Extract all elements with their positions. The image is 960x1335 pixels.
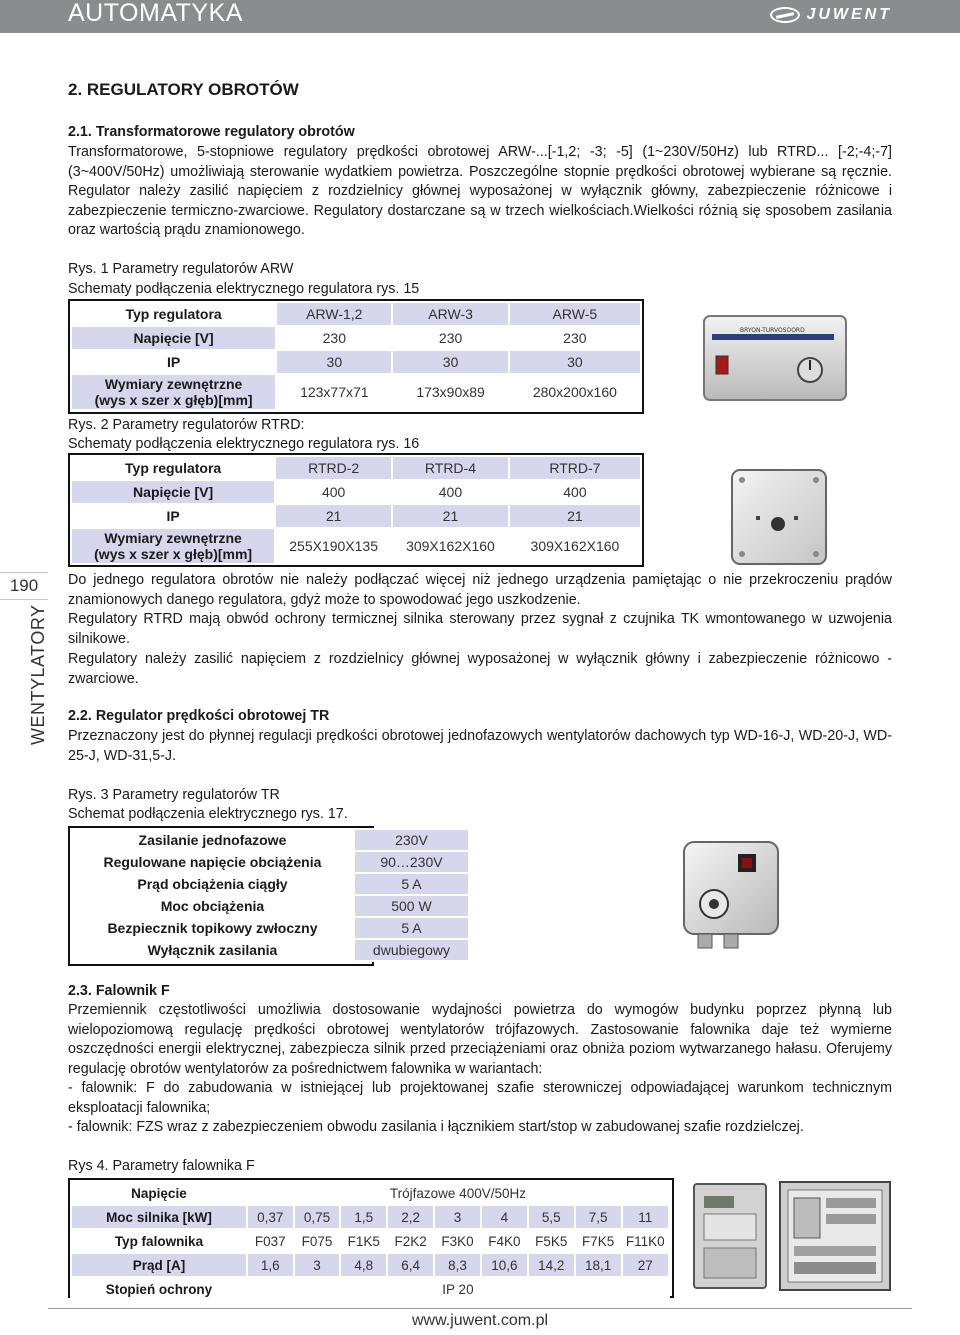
table-cell: 21 xyxy=(275,504,392,528)
fig2-table xyxy=(70,455,642,565)
tr-regulator-photo xyxy=(676,838,786,956)
page-header xyxy=(0,0,960,33)
table-cell: Napięcie [V] xyxy=(71,326,276,350)
table-row xyxy=(71,1277,669,1301)
table-cell: dwubiegowy xyxy=(354,939,469,961)
table-cell: 230V xyxy=(354,829,469,851)
note-2: Regulatory RTRD mają obwód ochrony termicznej silnika sterowany przez sygnał z czujnika TK wmontowanego w uzwojenia silnikowe. xyxy=(68,611,892,647)
table-cell: Wyłącznik zasilania xyxy=(71,939,354,961)
table-cell: 230 xyxy=(509,326,641,350)
fig4-caption: Rys 4. Parametry falownika F xyxy=(68,1158,255,1174)
fig3-subcaption: Schemat podłączenia elektrycznego rys. 17. xyxy=(68,806,348,822)
table-row xyxy=(71,374,641,410)
page-number: 190 xyxy=(0,572,48,600)
table-cell: Prąd [A] xyxy=(71,1253,247,1277)
table-cell: Typ regulatora xyxy=(71,456,275,480)
table-cell: 21 xyxy=(392,504,509,528)
table-cell: F5K5 xyxy=(528,1229,575,1253)
brand-mark-icon xyxy=(770,7,800,23)
table-cell: 5 A xyxy=(354,917,469,939)
table-cell: RTRD-4 xyxy=(392,456,509,480)
brand-logo xyxy=(770,5,892,25)
table-cell: 30 xyxy=(509,350,641,374)
table-cell: F7K5 xyxy=(575,1229,622,1253)
table-row xyxy=(71,851,469,873)
sub2-heading: 2.2. Regulator prędkości obrotowej TR xyxy=(68,708,330,724)
sub3-paragraph: Przemiennik częstotliwości umożliwia dostosowanie wydajności powietrza do wymogów budynku poprzez płynną lub wielopoziomową regulację prędkości obrotowej wentylatorów trójfazowych. Zastosowanie falownika daje też wymierne oszczędności energii elektrycznej, zabezpiecza silnik przed przeciążeniami oraz obniża poziom wytwarzanego hałasu. Oferujemy regulację obrotów wentylatorów za pośrednictwem falownika w wariantach: xyxy=(68,1002,892,1077)
table-cell: 1,6 xyxy=(247,1253,294,1277)
table-row xyxy=(71,350,641,374)
arw-regulator-photo xyxy=(700,312,850,404)
table-cell: Moc silnika [kW] xyxy=(71,1205,247,1229)
table-cell: 6,4 xyxy=(387,1253,434,1277)
table-row xyxy=(71,917,469,939)
sub1-paragraph: Transformatorowe, 5-stopniowe regulatory prędkości obrotowej ARW-...[-1,2; -3; -5] (1~230V/50Hz) lub RTRD... [-2;-4;-7] (3~400V/50Hz) umożliwiają sterowanie wydatkiem powietrza. Poszczególne stopnie prędkości obrotowej wybierane są ręcznie. Regulator należy zasilić napięciem z rozdzielnicy głównej wyposażonej w wyłącznik główny, zabezpieczenie różnicowe i zabezpieczenie termiczno-zwarciowe. Regulatory dostarczane są w trzech wielkościach.Wielkości różnią się sposobem zasilania oraz wartością prądu znamionowego. xyxy=(68,144,892,238)
table-cell: 4,8 xyxy=(340,1253,387,1277)
table-cell: 230 xyxy=(392,326,508,350)
table-cell: 400 xyxy=(275,480,392,504)
table-row xyxy=(71,895,469,917)
table-cell: 500 W xyxy=(354,895,469,917)
table-cell: F11K0 xyxy=(622,1229,669,1253)
table-cell: 173x90x89 xyxy=(392,374,508,410)
table-cell: ARW-5 xyxy=(509,302,641,326)
table-cell: IP 20 xyxy=(247,1277,669,1301)
table-row xyxy=(71,829,469,851)
fig2-caption: Rys. 2 Parametry regulatorów RTRD: xyxy=(68,417,305,433)
inverter-photo xyxy=(690,1180,770,1292)
dimensions-label-units: (wys x szer x głęb)[mm] xyxy=(94,546,253,562)
sub3-heading: 2.3. Falownik F xyxy=(68,983,170,999)
control-cabinet-photo xyxy=(778,1180,892,1292)
table-cell: Typ regulatora xyxy=(71,302,276,326)
table-cell: 7,5 xyxy=(575,1205,622,1229)
table-cell: RTRD-2 xyxy=(275,456,392,480)
table-cell: 123x77x71 xyxy=(276,374,392,410)
fig2-subcaption: Schematy podłączenia elektrycznego regulatora rys. 16 xyxy=(68,436,420,452)
table-row xyxy=(71,504,641,528)
table-cell: 1,5 xyxy=(340,1205,387,1229)
table-cell: F2K2 xyxy=(387,1229,434,1253)
table-row xyxy=(71,456,641,480)
fig1-table xyxy=(70,301,642,411)
table-cell: 30 xyxy=(276,350,392,374)
table-row xyxy=(71,939,469,961)
table-cell: 90…230V xyxy=(354,851,469,873)
table-row xyxy=(71,1229,669,1253)
table-cell: 21 xyxy=(509,504,641,528)
section-heading: 2. REGULATORY OBROTÓW xyxy=(68,80,299,99)
table-cell: 18,1 xyxy=(575,1253,622,1277)
table-row xyxy=(71,302,641,326)
fig1-subcaption: Schematy podłączenia elektrycznego regulatora rys. 15 xyxy=(68,281,420,297)
table-cell: 14,2 xyxy=(528,1253,575,1277)
table-row xyxy=(71,1253,669,1277)
table-cell: 280x200x160 xyxy=(509,374,641,410)
table-row xyxy=(71,326,641,350)
note-3: Regulatory należy zasilić napięciem z rozdzielnicy głównej wyposażonej w wyłącznik główny i zabezpieczenie różnicowo - zwarciowe. xyxy=(68,651,892,687)
footer-divider xyxy=(48,1308,912,1309)
table-cell: 3 xyxy=(434,1205,481,1229)
table-cell: 400 xyxy=(392,480,509,504)
table-cell: 27 xyxy=(622,1253,669,1277)
section-side-label: WENTYLATORY xyxy=(28,604,48,745)
note-1: Do jednego regulatora obrotów nie należy podłączać więcej niż jednego urządzenia pamiętając o nie przekroczeniu prądów znamionowych danego regulatora, gdyż może to spowodować jego uszkodzenie. xyxy=(68,572,892,608)
table-cell: Trójfazowe 400V/50Hz xyxy=(247,1181,669,1205)
rtrd-regulator-photo xyxy=(728,466,830,568)
sub1-heading: 2.1. Transformatorowe regulatory obrotów xyxy=(68,124,355,140)
fig3-caption: Rys. 3 Parametry regulatorów TR xyxy=(68,787,280,803)
table-cell: Prąd obciążenia ciągły xyxy=(71,873,354,895)
fig1-caption: Rys. 1 Parametry regulatorów ARW xyxy=(68,261,294,277)
fig4-table xyxy=(70,1180,670,1302)
sub2-paragraph: Przeznaczony jest do płynnej regulacji prędkości obrotowej jednofazowych wentylatorów dachowych typ WD-16-J, WD-20-J, WD-25-J, WD-31,5-J. xyxy=(68,728,892,764)
table-cell: 10,6 xyxy=(481,1253,528,1277)
table-cell: 309X162X160 xyxy=(392,528,509,564)
table-cell xyxy=(71,374,276,410)
table-cell: F1K5 xyxy=(340,1229,387,1253)
table-cell: Bezpiecznik topikowy zwłoczny xyxy=(71,917,354,939)
table-row xyxy=(71,1181,669,1205)
table-cell: 4 xyxy=(481,1205,528,1229)
table-cell: 3 xyxy=(294,1253,341,1277)
header-title: AUTOMATYKA xyxy=(68,0,243,27)
table-cell: Zasilanie jednofazowe xyxy=(71,829,354,851)
dimensions-label: Wymiary zewnętrzne xyxy=(104,530,242,546)
table-cell: RTRD-7 xyxy=(509,456,641,480)
dimensions-label-units: (wys x szer x głęb)[mm] xyxy=(94,392,253,408)
table-cell: F4K0 xyxy=(481,1229,528,1253)
table-row xyxy=(71,1205,669,1229)
table-cell: 5,5 xyxy=(528,1205,575,1229)
table-cell: IP xyxy=(71,350,276,374)
table-row xyxy=(71,528,641,564)
table-cell: Regulowane napięcie obciążenia xyxy=(71,851,354,873)
sub3-bullet-1: - falownik: F do zabudowania w istniejącej lub projektowanej szafie sterowniczej odpowiadającej warunkom technicznym eksploatacji falownika; xyxy=(68,1080,892,1116)
arw-device-label: BRYON-TURVOSOORD xyxy=(740,327,805,334)
table-cell: ARW-3 xyxy=(392,302,508,326)
table-cell: 2,2 xyxy=(387,1205,434,1229)
table-cell: F3K0 xyxy=(434,1229,481,1253)
table-cell: IP xyxy=(71,504,275,528)
table-cell: 11 xyxy=(622,1205,669,1229)
sub3-bullet-2: - falownik: FZS wraz z zabezpieczeniem obwodu zasilania i łącznikiem start/stop w zabudowanej szafie rozdzielczej. xyxy=(68,1119,804,1135)
footer-url: www.juwent.com.pl xyxy=(411,1312,549,1329)
table-cell: Napięcie xyxy=(71,1181,247,1205)
table-cell: Typ falownika xyxy=(71,1229,247,1253)
table-cell: 8,3 xyxy=(434,1253,481,1277)
table-cell: 0,37 xyxy=(247,1205,294,1229)
table-row xyxy=(71,480,641,504)
table-cell: 230 xyxy=(276,326,392,350)
brand-name: JUWENT xyxy=(806,6,892,23)
table-cell: 309X162X160 xyxy=(509,528,641,564)
table-cell: Moc obciążenia xyxy=(71,895,354,917)
fig3-table xyxy=(70,828,470,962)
table-cell: Stopień ochrony xyxy=(71,1277,247,1301)
table-cell: Napięcie [V] xyxy=(71,480,275,504)
table-cell xyxy=(71,528,275,564)
table-cell: 255X190X135 xyxy=(275,528,392,564)
table-row xyxy=(71,873,469,895)
table-cell: 400 xyxy=(509,480,641,504)
table-cell: 5 A xyxy=(354,873,469,895)
dimensions-label: Wymiary zewnętrzne xyxy=(104,376,243,392)
table-cell: F037 xyxy=(247,1229,294,1253)
table-cell: 30 xyxy=(392,350,508,374)
table-cell: ARW-1,2 xyxy=(276,302,392,326)
table-cell: F075 xyxy=(294,1229,341,1253)
table-cell: 0,75 xyxy=(294,1205,341,1229)
